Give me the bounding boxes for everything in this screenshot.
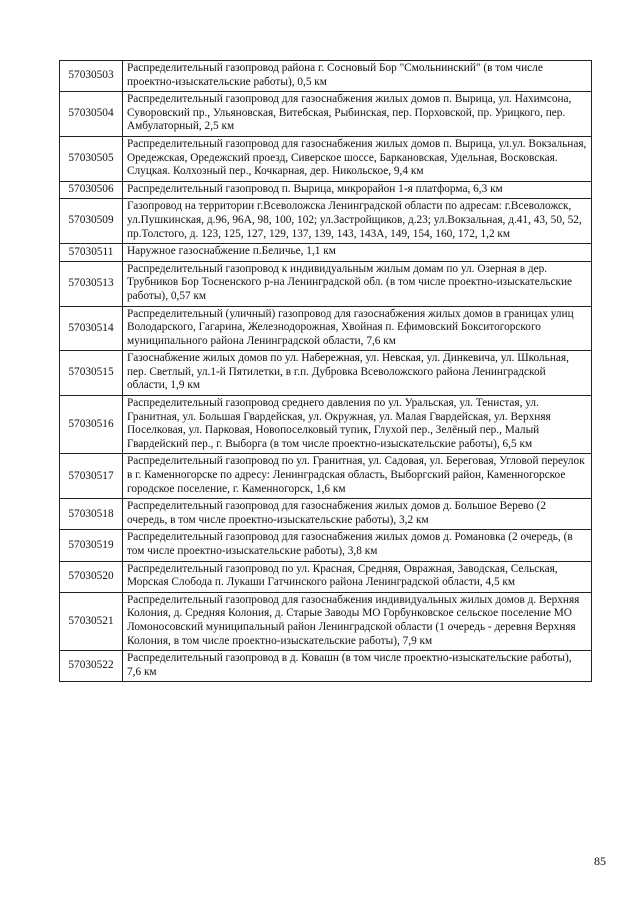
row-description: Распределительный газопровод района г. Сосновый Бор "Смольнинский" (в том числе проектно-изыскательские работы), 0,5 км: [123, 61, 592, 92]
row-code: 57030515: [60, 351, 123, 396]
row-code: 57030521: [60, 592, 123, 650]
row-description: Распределительный газопровод по ул. Гранитная, ул. Садовая, ул. Береговая, Угловой переулок в г. Каменногорске по адресу: Ленинградская область, Выборгский район, Каменногорское городское поселение, г. Каменногорск, 1,6 км: [123, 454, 592, 499]
row-description: Распределительный газопровод в д. Ковашн (в том числе проектно-изыскательские работы), 7,6 км: [123, 651, 592, 682]
row-description: Распределительный газопровод для газоснабжения жилых домов д. Романовка (2 очередь, (в том числе проектно-изыскательские работы), 3,8 км: [123, 530, 592, 561]
row-code: 57030517: [60, 454, 123, 499]
row-description: Распределительный газопровод для газоснабжения индивидуальных жилых домов д. Верхняя Колония, д. Средняя Колония, д. Старые Заводы МО Горбунковское сельское поселение МО Ломоносовский муниципальный район Ленинградской области (1 очередь - деревня Верхняя Колония, в том числе проектно-изыскательские работы), 7,9 км: [123, 592, 592, 650]
row-description: Распределительный (уличный) газопровод для газоснабжения жилых домов в границах улиц Володарского, Гагарина, Железнодорожная, Хвойная п. Ефимовский Бокситогорского муниципального района Ленинградской области, 7,6 км: [123, 306, 592, 351]
row-code: 57030506: [60, 181, 123, 199]
row-description: Распределительный газопровод среднего давления по ул. Уральская, ул. Тенистая, ул. Гранитная, ул. Большая Гвардейская, ул. Окружная, ул. Малая Гвардейская, ул. Верхняя Поселковая, ул. Парковая, Новопоселковый тупик, Глухой пер., Зелёный пер., Малый Гвардейский пер., г. Выборга (в том числе проектно-изыскательские работы), 6,5 км: [123, 396, 592, 454]
table-row: [60, 61, 592, 92]
row-description: Распределительный газопровод для газоснабжения жилых домов п. Вырица, ул. Нахимсона, Суворовский пр., Ульяновская, Витебская, Рыбинская, пер. Порховской, пр. Урицкого, пер. Амбулаторный, 2,5 км: [123, 92, 592, 137]
table-row: [60, 396, 592, 454]
table-row: [60, 92, 592, 137]
table-row: [60, 499, 592, 530]
table-row: [60, 530, 592, 561]
row-code: 57030513: [60, 261, 123, 306]
gas-pipeline-table: [59, 60, 592, 682]
row-code: 57030516: [60, 396, 123, 454]
row-description: Распределительный газопровод п. Вырица, микрорайон 1-я платформа, 6,3 км: [123, 181, 592, 199]
row-code: 57030504: [60, 92, 123, 137]
table-row: [60, 306, 592, 351]
table-row: [60, 592, 592, 650]
row-code: 57030503: [60, 61, 123, 92]
row-description: Распределительный газопровод для газоснабжения жилых домов д. Большое Верево (2 очередь, в том числе проектно-изыскательские работы), 3,2 км: [123, 499, 592, 530]
row-code: 57030522: [60, 651, 123, 682]
row-code: 57030511: [60, 244, 123, 262]
row-description: Распределительный газопровод по ул. Красная, Средняя, Овражная, Заводская, Сельская, Морская Слобода п. Лукаши Гатчинского района Ленинградской области, 4,5 км: [123, 561, 592, 592]
row-description: Распределительный газопровод для газоснабжения жилых домов п. Вырица, ул.ул. Вокзальная, Оредежская, Оредежский проезд, Сиверское шоссе, Баркановская, Удельная, Восковская. Слуцкая. Колхозный пер., Кочкарная, дер. Никольское, 9,4 км: [123, 136, 592, 181]
row-code: 57030518: [60, 499, 123, 530]
table-row: [60, 651, 592, 682]
row-code: 57030505: [60, 136, 123, 181]
row-code: 57030509: [60, 199, 123, 244]
page-number: 85: [594, 854, 606, 868]
table-row: [60, 351, 592, 396]
row-code: 57030519: [60, 530, 123, 561]
table-body: [60, 61, 592, 682]
row-description: Газопровод на территории г.Всеволожска Ленинградской области по адресам: г.Всеволожск, ул.Пушкинская, д.96, 96А, 98, 100, 102; ул.Застройщиков, д.23; ул.Вокзальная, д.41, 43, 50, 52, пр.Толстого, д. 123, 125, 127, 129, 137, 139, 143, 143А, 149, 154, 160, 172, 1,2 км: [123, 199, 592, 244]
table-row: [60, 454, 592, 499]
table-row: [60, 261, 592, 306]
row-description: Газоснабжение жилых домов по ул. Набережная, ул. Невская, ул. Динкевича, ул. Школьная, пер. Светлый, ул.1-й Пятилетки, в г.п. Дубровка Всеволожского района Ленинградской области, 1,9 км: [123, 351, 592, 396]
table-row: [60, 244, 592, 262]
row-code: 57030520: [60, 561, 123, 592]
row-description: Наружное газоснабжение п.Беличье, 1,1 км: [123, 244, 592, 262]
table-row: [60, 181, 592, 199]
table-row: [60, 561, 592, 592]
table-row: [60, 136, 592, 181]
row-description: Распределительный газопровод к индивидуальным жилым домам по ул. Озерная в дер. Трубников Бор Тосненского р-на Ленинградской обл. (в том числе проектно-изыскательские работы), 0,57 км: [123, 261, 592, 306]
table-row: [60, 199, 592, 244]
row-code: 57030514: [60, 306, 123, 351]
